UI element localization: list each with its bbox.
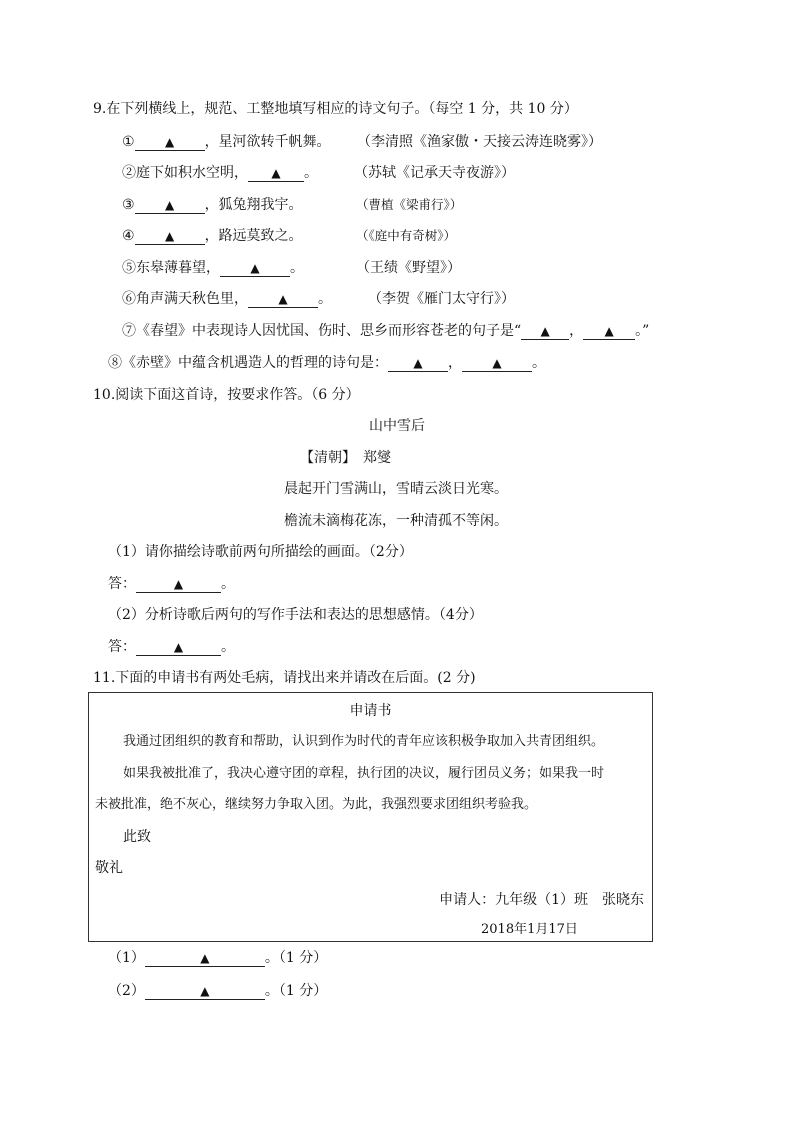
triangle-mark-icon: ▲ xyxy=(540,324,550,338)
answer-blank[interactable] xyxy=(135,134,205,151)
answer-blank[interactable] xyxy=(521,323,569,340)
source-citation: （曹植《梁甫行》） xyxy=(356,197,463,212)
q10-subquestion-1: （1）请你描绘诗歌前两句所描绘的画面。（2分） xyxy=(108,544,413,560)
q10-subquestion-2: （2）分析诗歌后两句的写作手法和表达的思想感情。（4分） xyxy=(108,607,483,623)
answer-blank[interactable] xyxy=(135,228,205,245)
triangle-mark-icon: ▲ xyxy=(164,198,175,212)
triangle-mark-icon: ▲ xyxy=(278,292,288,306)
answer-blank[interactable] xyxy=(136,639,221,656)
q9-item-2: ②庭下如积水空明， ▲ 。 （苏轼《记承天寺夜游》） xyxy=(122,165,515,181)
q9-item-8: ⑧《赤壁》中蕴含机遇造人的哲理的诗句是： ▲ ， ▲ 。 xyxy=(108,355,546,371)
q11-fix-1: （1） ▲ 。（1 分） xyxy=(108,950,328,966)
triangle-mark-icon: ▲ xyxy=(604,324,614,338)
letter-paragraph: 我通过团组织的教育和帮助，认识到作为时代的青年应该积极争取加入共青团组织。 xyxy=(123,734,605,749)
application-letter-box xyxy=(88,692,653,942)
triangle-mark-icon: ▲ xyxy=(164,229,175,243)
letter-date: 2018年1月17日 xyxy=(481,922,578,937)
q9-item-5: ⑤东皋薄暮望， ▲ 。 （王绩《野望》） xyxy=(122,260,461,276)
q9-item-4: ④ ▲ ，路远莫致之。 （《庭中有奇树》） xyxy=(122,228,457,244)
answer-blank[interactable] xyxy=(248,165,304,182)
q10-stem: 10.阅读下面这首诗，按要求作答。（6 分） xyxy=(93,387,360,403)
letter-signer: 申请人：九年级（1）班 张晓东 xyxy=(439,892,644,908)
triangle-mark-icon: ▲ xyxy=(200,951,210,965)
answer-blank[interactable] xyxy=(220,260,290,277)
answer-blank[interactable] xyxy=(388,355,448,372)
q9-stem: 9.在下列横线上，规范、工整地填写相应的诗文句子。（每空 1 分，共 10 分） xyxy=(93,101,578,117)
poem-author: 【清朝】 郑燮 xyxy=(300,450,391,466)
letter-title: 申请书 xyxy=(349,703,392,719)
answer-blank[interactable] xyxy=(145,950,265,967)
triangle-mark-icon: ▲ xyxy=(271,166,281,180)
letter-paragraph: 未被批准，绝不灰心，继续努力争取入团。为此，我强烈要求团组织考验我。 xyxy=(95,797,538,812)
answer-blank[interactable] xyxy=(583,323,635,340)
poem-title: 山中雪后 xyxy=(369,418,425,434)
source-citation: （李贺《雁门太守行》） xyxy=(368,291,515,307)
triangle-mark-icon: ▲ xyxy=(250,261,260,275)
q11-fix-2: （2） ▲ 。（1 分） xyxy=(108,983,328,999)
q9-item-6: ⑥角声满天秋色里， ▲ 。 （李贺《雁门太守行》） xyxy=(122,291,515,307)
source-citation: （苏轼《记承天寺夜游》） xyxy=(354,165,515,181)
source-citation: （王绩《野望》） xyxy=(356,260,461,276)
letter-closing: 敬礼 xyxy=(95,860,123,876)
triangle-mark-icon: ▲ xyxy=(492,356,502,370)
letter-paragraph: 如果我被批准了，我决心遵守团的章程，执行团的决议，履行团员义务；如果我一时 xyxy=(123,766,605,781)
answer-blank[interactable] xyxy=(462,355,532,372)
triangle-mark-icon: ▲ xyxy=(200,984,210,998)
triangle-mark-icon: ▲ xyxy=(413,356,423,370)
poem-line: 檐流未滴梅花冻，一种清孤不等闲。 xyxy=(284,513,508,529)
triangle-mark-icon: ▲ xyxy=(173,640,184,654)
source-citation: （《庭中有奇树》） xyxy=(356,228,457,243)
q11-stem: 11.下面的申请书有两处毛病，请找出来并请改在后面。(2 分) xyxy=(93,670,476,686)
answer-blank[interactable] xyxy=(135,197,205,214)
q9-item-3: ③ ▲ ，狐兔翔我宇。 （曹植《梁甫行》） xyxy=(122,197,463,213)
triangle-mark-icon: ▲ xyxy=(164,135,175,149)
answer-blank[interactable] xyxy=(248,291,318,308)
triangle-mark-icon: ▲ xyxy=(173,577,184,591)
q9-item-7: ⑦《春望》中表现诗人因忧国、伤时、思乡而形容苍老的句子是“ ▲ ， ▲ 。” xyxy=(122,323,650,339)
answer-blank[interactable] xyxy=(136,576,221,593)
answer-blank[interactable] xyxy=(145,983,265,1000)
q9-item-1: ① ▲ ，星河欲转千帆舞。 （李清照《渔家傲・天接云涛连晓雾》） xyxy=(122,134,603,150)
poem-line: 晨起开门雪满山，雪晴云淡日光寒。 xyxy=(284,481,508,497)
q10-answer-1: 答： ▲ 。 xyxy=(108,576,235,592)
q10-answer-2: 答： ▲ 。 xyxy=(108,639,235,655)
letter-closing: 此致 xyxy=(123,829,151,845)
source-citation: （李清照《渔家傲・天接云涛连晓雾》） xyxy=(357,134,603,150)
